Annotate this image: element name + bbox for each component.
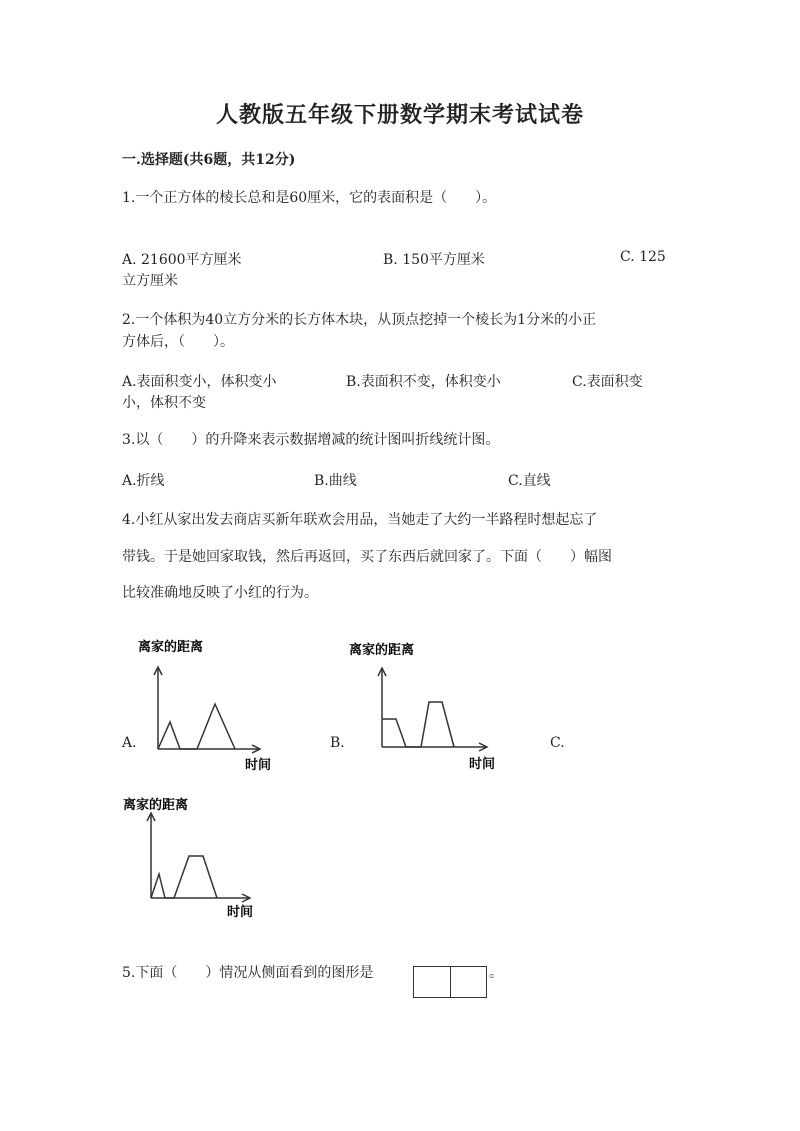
exam-title: 人教版五年级下册数学期末考试试卷 [215,102,584,128]
question-1-option-b[interactable]: B. 150平方厘米 [383,252,485,268]
question-2-option-c-continued: 小，体积不变 [122,395,206,411]
graph-a [135,634,285,774]
question-2-stem-line1: 2.一个体积为40立方分米的长方体木块，从顶点挖掉一个棱长为1分米的小正 [122,312,597,328]
question-1-option-a[interactable]: A. 21600平方厘米 [122,252,242,268]
graph-b-line [382,702,454,747]
question-3-option-a[interactable]: A.折线 [122,473,165,489]
question-3-stem: 3.以（ ）的升降来表示数据增减的统计图叫折线统计图。 [122,432,500,448]
graph-c-xlabel: 时间 [227,905,254,920]
graph-a-line [158,704,235,749]
graph-c [122,792,272,922]
question-2-option-c[interactable]: C.表面积变 [572,374,643,390]
side-view-figure [413,966,487,998]
question-1-option-c[interactable]: C. 125 [620,249,666,265]
graph-b [348,637,503,777]
question-2-stem-line2: 方体后，（ ）。 [122,334,234,350]
question-5-stem: 5.下面（ ）情况从侧面看到的图形是 [122,965,374,981]
graph-b-ylabel: 离家的距离 [349,643,415,658]
question-4-option-c[interactable]: C. [550,735,565,751]
graph-b-xlabel: 时间 [469,757,496,772]
graph-a-axes [154,667,260,753]
question-5-tail: 。 [489,965,503,981]
graph-a-xlabel: 时间 [245,758,272,773]
question-1-stem: 1.一个正方体的棱长总和是60厘米，它的表面积是（ ）。 [122,190,497,206]
question-4-stem-line3: 比较准确地反映了小红的行为。 [122,585,318,601]
graph-c-line [151,856,217,898]
question-4-stem-line1: 4.小红从家出发去商店买新年联欢会用品，当她走了大约一半路程时想起忘了 [122,512,598,528]
side-view-divider [450,967,451,997]
question-2-option-a[interactable]: A.表面积变小，体积变小 [122,374,277,390]
question-4-option-b[interactable]: B. [330,735,345,751]
question-1-option-c-continued: 立方厘米 [122,273,178,289]
section-heading: 一.选择题(共6题，共12分) [122,152,296,168]
question-3-option-b[interactable]: B.曲线 [314,473,357,489]
question-3-option-c[interactable]: C.直线 [508,473,551,489]
question-4-stem-line2: 带钱。于是她回家取钱，然后再返回，买了东西后就回家了。下面（ ）幅图 [122,549,612,565]
graph-a-ylabel: 离家的距离 [138,640,204,655]
question-4-option-a[interactable]: A. [122,735,137,751]
graph-c-ylabel: 离家的距离 [123,798,189,813]
graph-b-axes [378,668,487,751]
question-2-option-b[interactable]: B.表面积不变，体积变小 [346,374,501,390]
